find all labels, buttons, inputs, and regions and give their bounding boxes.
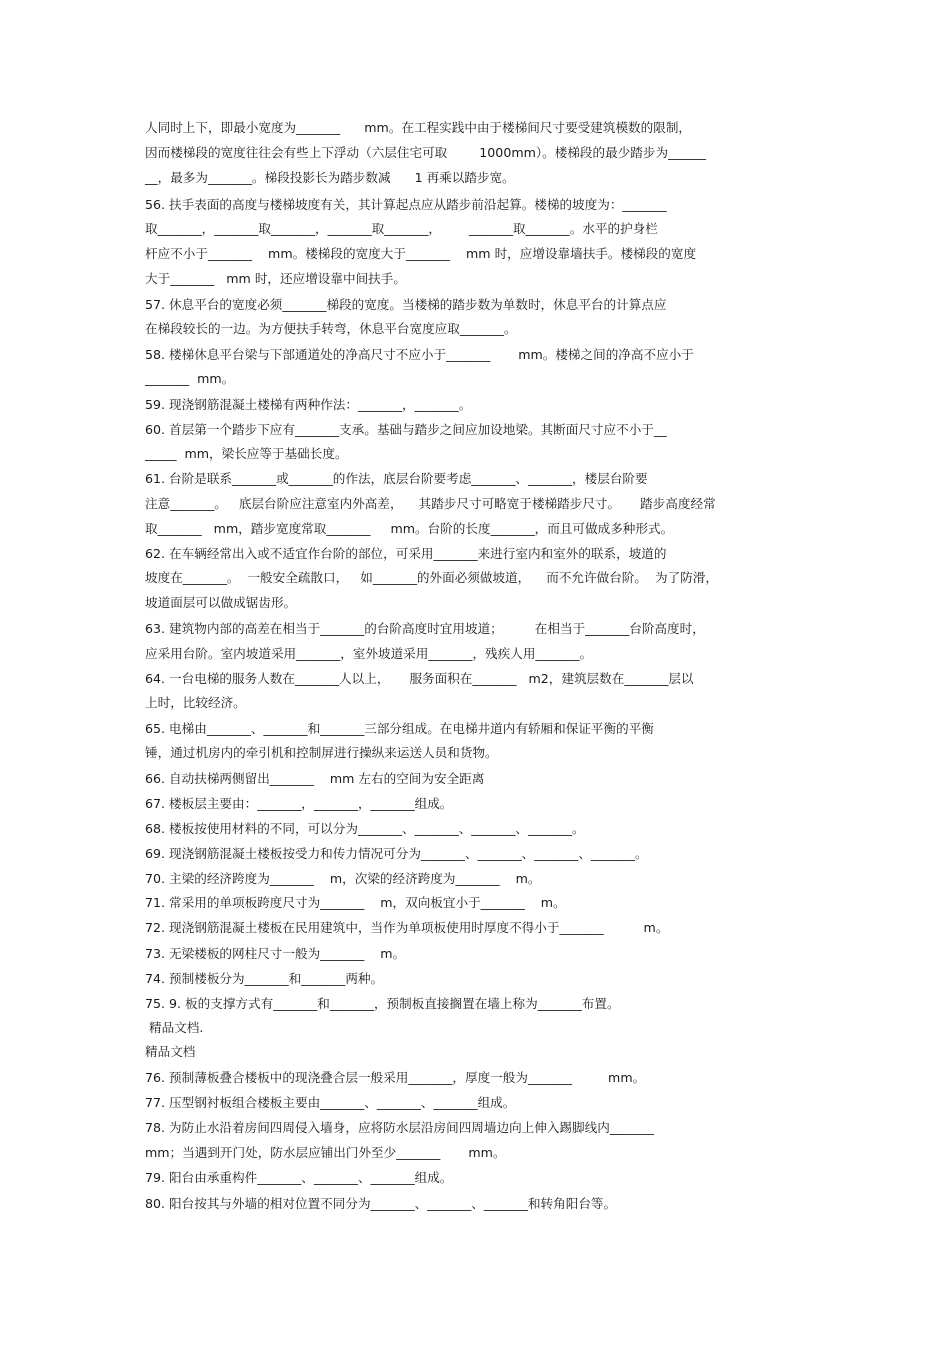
question-66: 66. 自动扶梯两侧留出_______ mm 左右的空间为安全距离 — [145, 771, 485, 786]
question-79: 79. 阳台由承重构件_______、_______、_______组成。 — [145, 1170, 453, 1185]
question-77: 77. 压型钢衬板组合楼板主要由_______、_______、_______组成。 — [145, 1095, 516, 1110]
text-line: 坡道面层可以做成锯齿形。 — [145, 595, 297, 610]
question-78: 78. 为防止水沿着房间四周侵入墙身，应将防水层沿房间四周墙边向上伸入踢脚线内_______ — [145, 1120, 654, 1135]
text-line: 应采用台阶。室内坡道采用_______，室外坡道采用_______，残疾人用_______。 — [145, 646, 593, 661]
question-59: 59. 现浇钢筋混凝土楼梯有两种作法：_______，_______。 — [145, 397, 472, 412]
text-line: 上时，比较经济。 — [145, 695, 246, 710]
question-62: 62. 在车辆经常出入或不适宜作台阶的部位，可采用_______来进行室内和室外的联系，坡道的 — [145, 546, 667, 561]
text-line: 注意_______。 底层台阶应注意室内外高差， 其踏步尺寸可略宽于楼梯踏步尺寸。 踏步高度经常 — [145, 496, 716, 511]
question-61: 61. 台阶是联系_______或_______的作法，底层台阶要考虑_______、_______，楼层台阶要 — [145, 471, 648, 486]
question-57: 57. 休息平台的宽度必须_______梯段的宽度。当楼梯的踏步数为单数时，休息平台的计算点应 — [145, 297, 667, 312]
text-line: __，最多为_______。梯段投影长为踏步数减 1 再乘以踏步宽。 — [145, 170, 515, 185]
question-74: 74. 预制楼板分为_______和_______两种。 — [145, 971, 384, 986]
question-73: 73. 无梁楼板的网柱尺寸一般为_______ m。 — [145, 946, 406, 961]
text-line: 人同时上下，即最小宽度为_______ mm。在工程实践中由于楼梯间尺寸要受建筑模数的限制， — [145, 120, 692, 135]
question-76: 76. 预制薄板叠合楼板中的现浇叠合层一般采用_______，厚度一般为_______ mm。 — [145, 1070, 646, 1085]
text-line: 在梯段较长的一边。为方便扶手转弯，休息平台宽度应取_______。 — [145, 321, 517, 336]
text-line: mm；当遇到开门处，防水层应铺出门外至少_______ mm。 — [145, 1145, 506, 1160]
question-69: 69. 现浇钢筋混凝土楼板按受力和传力情况可分为_______、_______、_______、_______。 — [145, 846, 648, 861]
question-72: 72. 现浇钢筋混凝土楼板在民用建筑中，当作为单项板使用时厚度不得小于_______ m。 — [145, 920, 669, 935]
question-71: 71. 常采用的单项板跨度尺寸为_______ m，双向板宜小于_______ m。 — [145, 895, 566, 910]
question-65: 65. 电梯由_______、_______和_______三部分组成。在电梯井道内有轿厢和保证平衡的平衡 — [145, 721, 654, 736]
watermark-text: 精品文档. — [145, 1020, 204, 1035]
question-80: 80. 阳台按其与外墙的相对位置不同分为_______、_______、_______和转角阳台等。 — [145, 1196, 617, 1211]
text-line: 杆应不小于_______ mm。楼梯段的宽度大于_______ mm 时，应增设靠墙扶手。楼梯段的宽度 — [145, 246, 697, 261]
question-67: 67. 楼板层主要由：_______，_______，_______组成。 — [145, 796, 453, 811]
question-70: 70. 主梁的经济跨度为_______ m，次梁的经济跨度为_______ m。 — [145, 871, 541, 886]
text-line: 因而楼梯段的宽度往往会有些上下浮动（六层住宅可取 1000mm）。楼梯段的最少踏步为______ — [145, 145, 706, 160]
text-line: 坡度在_______。 一般安全疏散口， 如_______的外面必须做坡道， 而不允许做台阶。 为了防滑， — [145, 570, 718, 585]
text-line: 大于_______ mm 时，还应增设靠中间扶手。 — [145, 271, 406, 286]
question-68: 68. 楼板按使用材料的不同，可以分为_______、_______、_______、_______。 — [145, 821, 585, 836]
text-line: 锤，通过机房内的牵引机和控制屏进行操纵来运送人员和货物。 — [145, 745, 498, 760]
question-58: 58. 楼梯休息平台梁与下部通道处的净高尺寸不应小于_______ mm。楼梯之间的净高不应小于 — [145, 347, 694, 362]
question-63: 63. 建筑物内部的高差在相当于_______的台阶高度时宜用坡道； 在相当于_______台阶高度时， — [145, 621, 705, 636]
text-line: _____ mm，梁长应等于基础长度。 — [145, 446, 348, 461]
question-56: 56. 扶手表面的高度与楼梯坡度有关，其计算起点应从踏步前沿起算。楼梯的坡度为：_______ — [145, 197, 667, 212]
text-line: 取_______，_______取_______，_______取_______， _______取_______。水平的护身栏 — [145, 221, 658, 236]
question-64: 64. 一台电梯的服务人数在_______人以上， 服务面积在_______ m2，建筑层数在_______层以 — [145, 671, 694, 686]
question-60: 60. 首层第一个踏步下应有_______支承。基础与踏步之间应加设地梁。其断面尺寸应不小于__ — [145, 422, 667, 437]
text-line: _______ mm。 — [145, 371, 235, 386]
question-75: 75. 9. 板的支撑方式有_______和_______，预制板直接搁置在墙上称为_______布置。 — [145, 996, 620, 1011]
text-line: 取_______ mm，踏步宽度常取_______ mm。台阶的长度_______，而且可做成多种形式。 — [145, 521, 674, 536]
watermark-text: 精品文档 — [145, 1044, 196, 1059]
